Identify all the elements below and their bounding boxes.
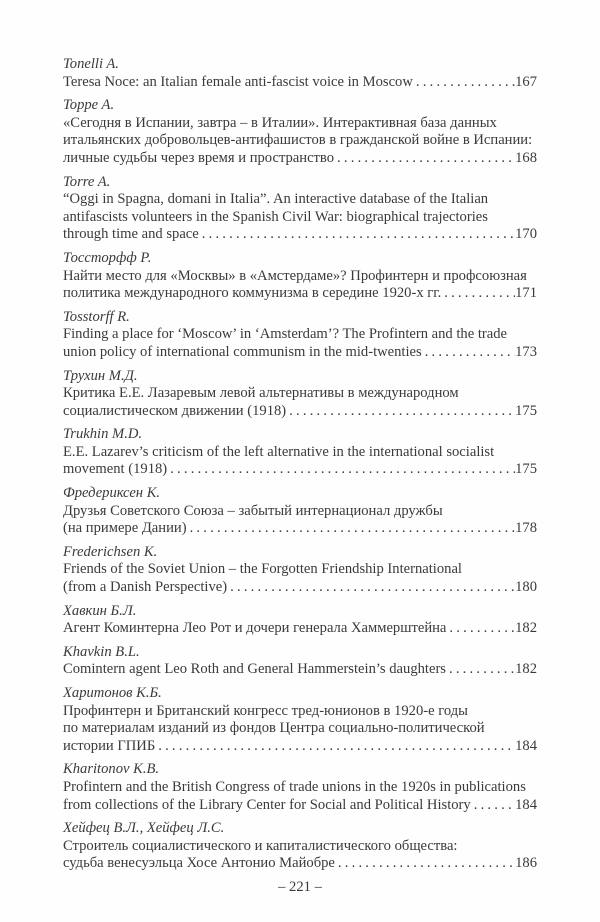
toc-entry-title-line-with-page <box>63 579 537 597</box>
toc-entry <box>63 56 537 91</box>
dot-leader <box>449 620 515 638</box>
toc-title-text: Friends of the Soviet Union – the Forgotten Friendship International <box>63 561 462 578</box>
toc-page-number: 178 <box>515 520 537 537</box>
toc-entry-title-line <box>63 779 537 797</box>
dot-leader <box>158 738 515 756</box>
toc-page-number: 171 <box>515 285 537 302</box>
toc-title-text: (from a Danish Perspective) <box>63 579 228 596</box>
toc-entry-title-line <box>63 385 537 403</box>
toc-entry-title-line <box>63 838 537 856</box>
toc-title-text: Друзья Советского Союза – забытый интернационал дружбы <box>63 502 443 519</box>
toc-page-number: 168 <box>515 149 537 166</box>
toc-entry-author: Khavkin B.L. <box>63 643 140 660</box>
toc-entry-author: Toppe A. <box>63 97 115 114</box>
toc-page-number: 170 <box>515 226 537 243</box>
toc-entry-title-line-with-page <box>63 520 537 538</box>
toc-list <box>63 56 537 873</box>
toc-entry <box>63 426 537 479</box>
toc-title-text: union policy of international communism in the mid-twenties <box>63 343 422 360</box>
toc-entry-title-line-with-page <box>63 738 537 756</box>
toc-title-text: “Oggi in Spagna, domani in Italia”. An interactive database of the Italian <box>63 191 489 208</box>
toc-entry-author: Trukhin M.D. <box>63 426 143 443</box>
toc-entry <box>63 368 537 421</box>
toc-entry <box>63 309 537 362</box>
toc-title-text: истории ГПИБ <box>63 737 156 754</box>
toc-title-text: Finding a place for ‘Moscow’ in ‘Amsterdam’? The Profintern and the trade <box>63 326 508 343</box>
toc-entry <box>63 250 537 303</box>
toc-title-text: from collections of the Library Center for Social and Political History <box>63 796 471 813</box>
page-number: – 221 – <box>278 878 322 895</box>
toc-title-text: (на примере Дании) <box>63 520 187 537</box>
toc-entry-title-line <box>63 326 537 344</box>
toc-title-text: movement (1918) <box>63 461 168 478</box>
toc-page-number: 175 <box>515 402 537 419</box>
toc-entry <box>63 174 537 244</box>
dot-leader <box>337 150 515 168</box>
toc-page-number: 167 <box>515 73 537 90</box>
toc-entry-title-line-with-page <box>63 461 537 479</box>
toc-entry-title-line-with-page <box>63 344 537 362</box>
toc-title-text: antifascists volunteers in the Spanish Civil War: biographical trajectories <box>63 208 488 225</box>
toc-entry-title-line <box>63 720 537 738</box>
toc-entry-author: Трухин М.Д. <box>63 367 138 384</box>
dot-leader <box>230 579 515 597</box>
dot-leader <box>190 520 516 538</box>
toc-title-text: по материалам изданий из фондов Центра социально-политической <box>63 720 485 737</box>
toc-title-text: through time and space <box>63 226 199 243</box>
dot-leader <box>202 226 515 244</box>
dot-leader <box>289 403 515 421</box>
toc-entry-title-line <box>63 132 537 150</box>
toc-page-number: 184 <box>515 737 537 754</box>
toc-title-text: Агент Коминтерна Лео Рот и дочери генерала Хаммерштейна <box>63 620 447 637</box>
toc-entry-title-line-with-page <box>63 661 537 679</box>
toc-entry-title-line <box>63 444 537 462</box>
toc-title-text: Comintern agent Leo Roth and General Hammerstein’s daughters <box>63 661 446 678</box>
toc-entry-title-line <box>63 703 537 721</box>
toc-entry-author: Tosstorff R. <box>63 308 130 325</box>
toc-entry-title-line <box>63 561 537 579</box>
toc-entry-title-line-with-page <box>63 150 537 168</box>
toc-entry <box>63 685 537 755</box>
toc-entry-author: Torre A. <box>63 173 111 190</box>
toc-entry <box>63 97 537 167</box>
toc-entry-author: Хавкин Б.Л. <box>63 602 137 619</box>
toc-entry-title-line <box>63 268 537 286</box>
toc-entry <box>63 544 537 597</box>
toc-entry-title-line-with-page <box>63 74 537 92</box>
toc-entry-author: Kharitonov K.B. <box>63 761 160 778</box>
toc-page-number: 173 <box>515 343 537 360</box>
toc-title-text: личные судьбы через время и пространство <box>63 149 335 166</box>
toc-title-text: политика международного коммунизма в середине 1920-х гг. <box>63 285 442 302</box>
toc-entry-author: Тоссторфф Р. <box>63 249 152 266</box>
toc-entry-title-line-with-page <box>63 620 537 638</box>
dot-leader <box>425 344 515 362</box>
toc-title-text: Profintern and the British Congress of trade unions in the 1920s in publications <box>63 778 526 795</box>
toc-entry-title-line-with-page <box>63 797 537 815</box>
toc-page-number: 182 <box>515 661 537 678</box>
dot-leader <box>416 74 515 92</box>
toc-entry-title-line-with-page <box>63 855 537 873</box>
toc-title-text: итальянских добровольцев-антифашистов в гражданской войне в Испании: <box>63 132 533 149</box>
toc-title-text: социалистическом движении (1918) <box>63 402 287 419</box>
toc-entry-title-line <box>63 209 537 227</box>
toc-title-text: Критика Е.Е. Лазаревым левой альтернативы в международном <box>63 385 459 402</box>
toc-entry <box>63 761 537 814</box>
toc-entry-author: Харитонов К.Б. <box>63 685 162 701</box>
toc-entry-author: Tonelli A. <box>63 56 119 72</box>
toc-entry-title-line-with-page <box>63 285 537 303</box>
toc-title-text: Найти место для «Москвы» в «Амстердаме»? Профинтерн и профсоюзная <box>63 267 527 284</box>
dot-leader <box>444 285 515 303</box>
toc-title-text: Строитель социалистического и капиталистического общества: <box>63 837 458 854</box>
toc-entry-title-line-with-page <box>63 403 537 421</box>
dot-leader <box>338 855 515 873</box>
toc-entry-title-line-with-page <box>63 226 537 244</box>
toc-entry <box>63 603 537 638</box>
toc-page-number: 186 <box>515 855 537 872</box>
toc-page-number: 184 <box>515 796 537 813</box>
toc-entry-author: Фредериксен К. <box>63 485 161 502</box>
toc-entry <box>63 485 537 538</box>
dot-leader <box>474 797 515 815</box>
toc-entry-author: Хейфец В.Л., Хейфец Л.С. <box>63 820 225 837</box>
toc-entry-title-line <box>63 191 537 209</box>
toc-entry-author: Frederichsen K. <box>63 543 158 560</box>
toc-entry <box>63 820 537 873</box>
toc-page-number: 180 <box>515 579 537 596</box>
toc-entry-title-line <box>63 115 537 133</box>
toc-entry-title-line <box>63 503 537 521</box>
toc-title-text: E.E. Lazarev’s criticism of the left alternative in the international socialist <box>63 443 495 460</box>
toc-entry <box>63 644 537 679</box>
dot-leader <box>449 661 515 679</box>
toc-page-number: 175 <box>515 461 537 478</box>
toc-title-text: Teresa Noce: an Italian female anti-fascist voice in Moscow <box>63 73 413 90</box>
dot-leader <box>170 461 515 479</box>
toc-page-number: 182 <box>515 620 537 637</box>
toc-title-text: Профинтерн и Британский конгресс тред-юнионов в 1920-е годы <box>63 702 468 719</box>
toc-title-text: судьба венесуэльца Хосе Антонио Майобре <box>63 855 335 872</box>
toc-title-text: «Сегодня в Испании, завтра – в Италии». Интерактивная база данных <box>63 114 497 131</box>
